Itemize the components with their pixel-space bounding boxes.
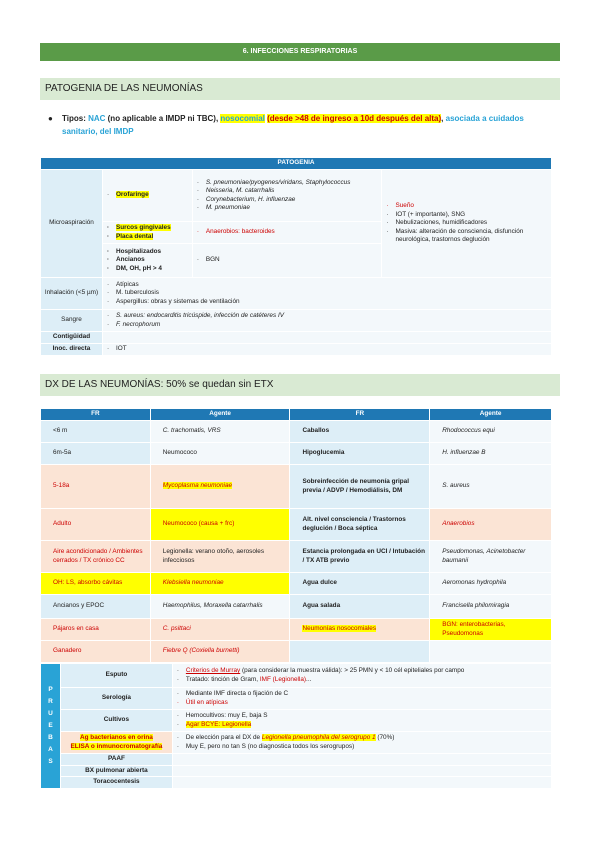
orofaringe-label: Orofaringe — [115, 191, 149, 199]
dx-cell: Pseudomonas, Acinetobacter baumanii — [430, 541, 552, 573]
anaerobios-cell — [192, 222, 382, 244]
dx-cell: Haemophilus, Moraxella catarrhalis — [150, 595, 290, 619]
bullet-icon: ● — [48, 114, 53, 123]
dx-cell: Francisella philomiragia — [430, 595, 552, 619]
dx-cell: Adulto — [41, 509, 151, 541]
dx-cell — [430, 641, 552, 663]
table-row — [41, 465, 552, 509]
table-row — [41, 573, 552, 595]
dx-cell: H. influenzae B — [430, 443, 552, 465]
toracocentesis-label: Toracocentesis — [60, 777, 172, 789]
bgn-cell — [192, 244, 382, 278]
sangre-cell — [102, 310, 551, 332]
ag-eleccion-text: De elección para el DX de — [185, 734, 262, 741]
dx-cell: <6 m — [41, 421, 151, 443]
list-item: · DM, OH, pH > 4 — [106, 265, 189, 274]
list-item — [176, 721, 548, 730]
dx-cell-text: Mycoplasma neumoniae — [162, 482, 233, 490]
pruebas-letter: A — [48, 745, 53, 753]
inhalacion-cell — [102, 278, 551, 310]
list-item: · Sueño — [385, 202, 548, 211]
tipos-label: Tipos: — [62, 114, 89, 123]
inoculacion-label: Inoc. directa — [41, 344, 103, 356]
section-title-dx: DX DE LAS NEUMONÍAS: 50% se quedan sin ETX — [40, 374, 560, 396]
serologia-label: Serología — [60, 688, 172, 710]
tipo-nac: NAC — [88, 114, 106, 123]
list-item: · Nebulizaciones, humidificadores — [385, 219, 548, 228]
pruebas-letter: B — [48, 733, 53, 741]
dx-cell — [150, 509, 290, 541]
tipo-sep: , — [441, 114, 446, 123]
dx-cell: Agua salada — [290, 595, 430, 619]
dx-cell: Ancianos y EPOC — [41, 595, 151, 619]
list-item: · Atípicas — [106, 281, 548, 290]
pruebas-table — [40, 663, 552, 789]
ag-orina-cell — [172, 732, 551, 754]
dx-cell: Alt. nivel consciencia / Trastornos deglución / Boca séptica — [290, 509, 430, 541]
list-item — [176, 667, 548, 676]
table-row — [41, 509, 552, 541]
pruebas-letter: P — [48, 685, 53, 693]
table-row — [41, 641, 552, 663]
murray-detail: (para considerar la muestra válida): > 25 PMN y < 10 cél epiteliales por campo — [240, 667, 465, 674]
patogenia-header: PATOGENIA — [41, 158, 552, 170]
pruebas-letter: R — [48, 697, 53, 705]
list-item: · S. aureus: endocarditis tricúspide, infección de catéteres IV — [106, 312, 548, 321]
list-item: · Hospitalizados — [106, 248, 189, 257]
list-item — [176, 734, 548, 743]
dx-cell: Estancia prolongada en UCI / Intubación / TX ATB previo — [290, 541, 430, 573]
list-item: · M. tuberculosis — [106, 289, 548, 298]
inoculacion-cell — [102, 344, 551, 356]
list-item: · Aspergillus: obras y sistemas de ventilación — [106, 298, 548, 307]
dx-cell: 5-18a — [41, 465, 151, 509]
dx-cell: Fiebre Q (Coxiella burnetti) — [150, 641, 290, 663]
dx-header-agente: Agente — [150, 409, 290, 421]
table-row — [41, 443, 552, 465]
list-item: · BGN — [196, 256, 379, 265]
section-title-patogenia: PATOGENIA DE LAS NEUMONÍAS — [40, 78, 560, 100]
agar-text: Agar BCYE: Legionella — [185, 720, 252, 728]
dx-cell: Aeromonas hydrophila — [430, 573, 552, 595]
table-row — [41, 421, 552, 443]
placa-label: Placa dental — [115, 232, 154, 240]
list-item: · M. pneumoniae — [196, 204, 379, 213]
dx-cell: Neumococo — [150, 443, 290, 465]
list-item: · Hemocultivos: muy E, baja S — [176, 712, 548, 721]
oro-agents-cell — [192, 170, 382, 222]
list-item: · Útil en atípicas — [176, 699, 548, 708]
dx-cell: Caballos — [290, 421, 430, 443]
list-item: · Masiva: alteración de consciencia, disfunción neurológica, trastornos deglución — [385, 228, 548, 245]
patogenia-table — [40, 157, 552, 356]
dx-cell: Rhodococcus equi — [430, 421, 552, 443]
dx-cell: C. trachomatis, VRS — [150, 421, 290, 443]
dx-cell: C. psittaci — [150, 619, 290, 641]
list-item: · S. pneumoniae/pyogenes/viridans, Staphylococcus — [196, 179, 379, 188]
ag-orina-text: Ag bacterianos en orina — [80, 734, 153, 741]
dx-cell: S. aureus — [430, 465, 552, 509]
list-item: · Muy E, pero no tan S (no diagnostica todos los serogrupos) — [176, 743, 548, 752]
dx-cell: 6m-5a — [41, 443, 151, 465]
list-item: · IOT (+ importante), SNG — [385, 211, 548, 220]
dx-cell: Agua dulce — [290, 573, 430, 595]
pruebas-letter: E — [48, 721, 53, 729]
pruebas-letter: S — [48, 757, 53, 765]
table-row — [41, 595, 552, 619]
tratado-text: Tratado: tinción de Gram, — [185, 675, 260, 683]
list-item: · Anaerobios: bacteroides — [196, 228, 379, 237]
esputo-label: Esputo — [60, 664, 172, 688]
factors-cell — [382, 170, 552, 278]
dx-cell: BGN: enterobacterias, Pseudomonas — [430, 619, 552, 641]
dx-cell-text: Neumococo (causa + frc) — [162, 520, 235, 528]
hosp-cell — [102, 244, 192, 278]
table-row — [41, 541, 552, 573]
dx-header-agente2: Agente — [430, 409, 552, 421]
toracocentesis-cell — [172, 777, 551, 789]
page-title: 6. INFECCIONES RESPIRATORIAS — [40, 43, 560, 61]
cultivos-cell — [172, 710, 551, 732]
orofaringe-cell — [102, 170, 192, 222]
dx-cell — [290, 641, 430, 663]
dx-cell: Ganadero — [41, 641, 151, 663]
murray-criteria: Criterios de Murray — [185, 667, 241, 674]
dx-cell-text: Neumonías nosocomiales — [302, 625, 377, 633]
list-item: · F. necrophorum — [106, 321, 548, 330]
dx-cell: Klebsiella neumoniae — [150, 573, 290, 595]
ellipsis-text: ... — [306, 675, 312, 683]
elisa-text: ELISA o inmunocromatografía — [70, 742, 163, 750]
list-item: · Mediante IMF directa o fijación de C — [176, 690, 548, 699]
dx-cell: Hipoglucemia — [290, 443, 430, 465]
dx-cell — [290, 619, 430, 641]
list-item: · Corynebacterium, H. influenzae — [196, 196, 379, 205]
dx-header-fr2: FR — [290, 409, 430, 421]
tipo-nac-note: (no aplicable a IMDP ni TBC), — [105, 114, 221, 123]
pruebas-label — [41, 664, 61, 789]
dx-cell: Anaerobios — [430, 509, 552, 541]
imf-text: IMF (Legionella) — [259, 675, 307, 683]
dx-cell: Aire acondicionado / Ambientes cerrados / TX crónico CC — [41, 541, 151, 573]
tipo-asociada: asociada a cuidados sanitario, del IMDP — [62, 114, 524, 136]
dx-cell: OH: LS, absorbo cávitas — [41, 573, 151, 595]
list-item: · Ancianos — [106, 256, 189, 265]
surcos-label: Surcos gingivales — [115, 224, 171, 231]
esputo-cell — [172, 664, 551, 688]
ag-orina-label — [60, 732, 172, 754]
dx-cell — [150, 465, 290, 509]
surcos-cell — [102, 222, 192, 244]
tipos-paragraph — [48, 112, 558, 138]
tipo-nosocomial-note: (desde >48 de ingreso a 10d después del alta) — [267, 114, 442, 123]
sangre-label: Sangre — [41, 310, 103, 332]
paaf-label: PAAF — [60, 754, 172, 766]
inhalacion-label: Inhalación (<5 µm) — [41, 278, 103, 310]
cultivos-label: Cultivos — [60, 710, 172, 732]
pruebas-letter: U — [48, 709, 53, 717]
paaf-cell — [172, 754, 551, 766]
microaspiracion-label: Microaspiración — [41, 170, 103, 278]
table-row — [41, 619, 552, 641]
dx-cell: Legionella: verano otoño, aerosoles infecciosos — [150, 541, 290, 573]
bx-label: BX pulmonar abierta — [60, 765, 172, 777]
tipo-nosocomial: nosocomial — [220, 114, 265, 123]
contiguidad-cell — [102, 332, 551, 344]
ag-pct-text: (70%) — [375, 734, 395, 741]
serologia-cell — [172, 688, 551, 710]
dx-header-fr: FR — [41, 409, 151, 421]
legionella-text: Legionella pneumophila del serogrupo 1 — [261, 734, 376, 741]
dx-table — [40, 408, 552, 663]
list-item: · IOT — [106, 345, 548, 354]
dx-cell: Sobreinfección de neumonía gripal previa / ADVP / Hemodiálisis, DM — [290, 465, 430, 509]
list-item: · Neisseria, M. catarrhalis — [196, 187, 379, 196]
contiguidad-label: Contigüidad — [41, 332, 103, 344]
list-item — [176, 676, 548, 685]
dx-cell: Pájaros en casa — [41, 619, 151, 641]
bx-cell — [172, 765, 551, 777]
